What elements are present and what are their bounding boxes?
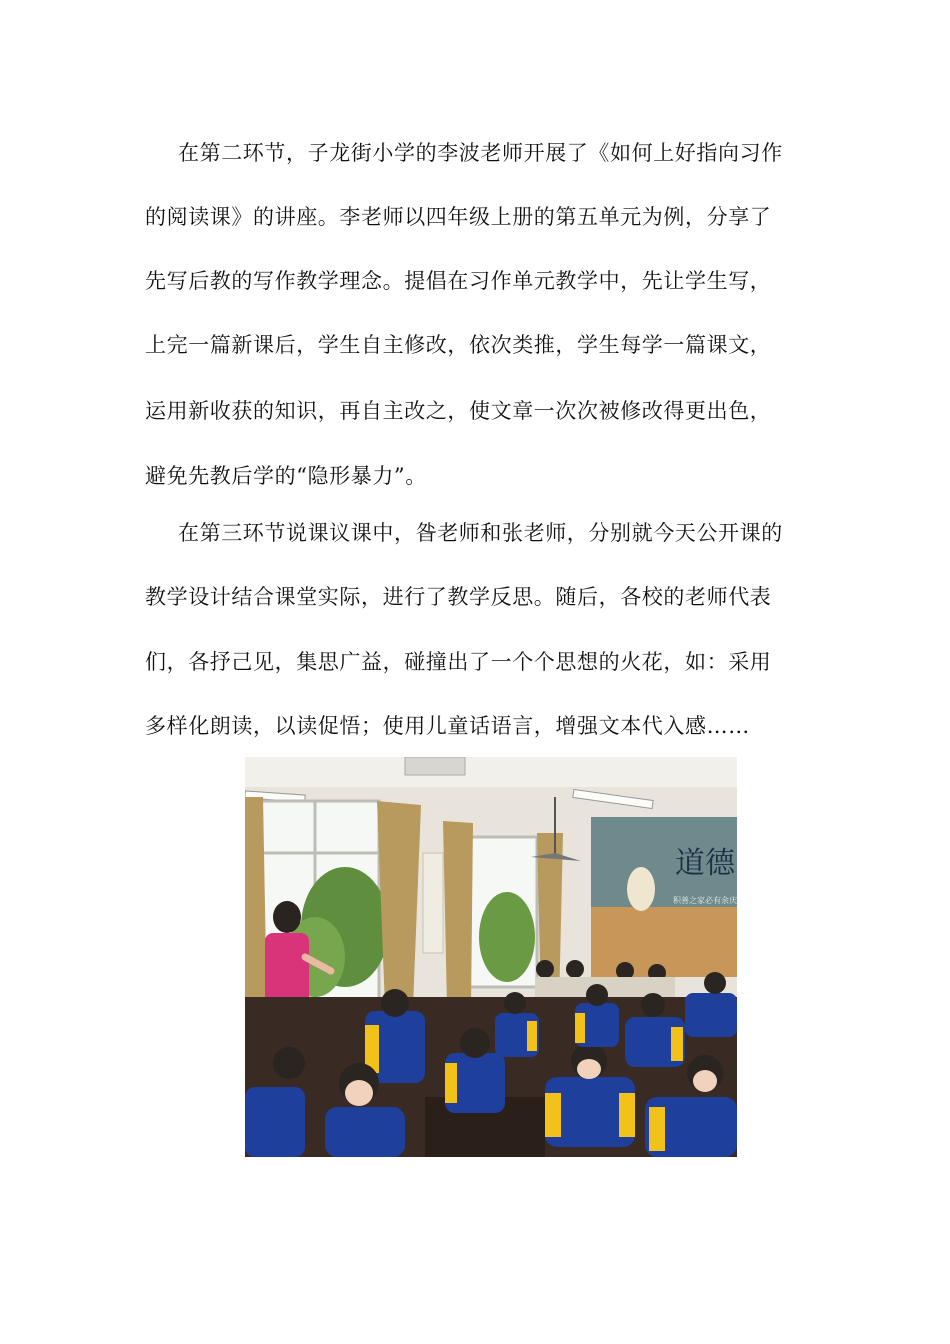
paragraph-1-line-5: 运用新收获的知识，再自主改之，使文章一次次被修改得更出色，: [145, 399, 772, 423]
paragraph-2-line-4: 多样化朗读，以读促悟；使用儿童话语言，增强文本代入感……: [145, 714, 750, 738]
paragraph-1-line-2: 的阅读课》的讲座。李老师以四年级上册的第五单元为例，分享了: [145, 205, 772, 229]
paragraph-1-line-1: 在第二环节，子龙街小学的李波老师开展了《如何上好指向习作: [178, 141, 783, 165]
classroom-photo: [245, 757, 737, 1157]
paragraph-2-line-3: 们，各抒己见，集思广益，碰撞出了一个个思想的火花，如：采用: [145, 650, 772, 674]
paragraph-1-line-3: 先写后教的写作教学理念。提倡在习作单元教学中，先让学生写，: [145, 269, 772, 293]
banner-title: 道德: [675, 846, 735, 881]
paragraph-2-line-1: 在第三环节说课议课中，昝老师和张老师，分别就今天公开课的: [178, 521, 783, 545]
paragraph-1-line-6: 避免先教后学的“隐形暴力”。: [145, 464, 427, 488]
paragraph-1-line-4: 上完一篇新课后，学生自主修改，依次类推，学生每学一篇课文，: [145, 333, 772, 357]
paragraph-2-line-2: 教学设计结合课堂实际，进行了教学反思。随后，各校的老师代表: [145, 585, 772, 609]
classroom-photo-illustration: [245, 757, 737, 1157]
banner-subtitle: 积善之家必有余庆: [673, 896, 737, 905]
